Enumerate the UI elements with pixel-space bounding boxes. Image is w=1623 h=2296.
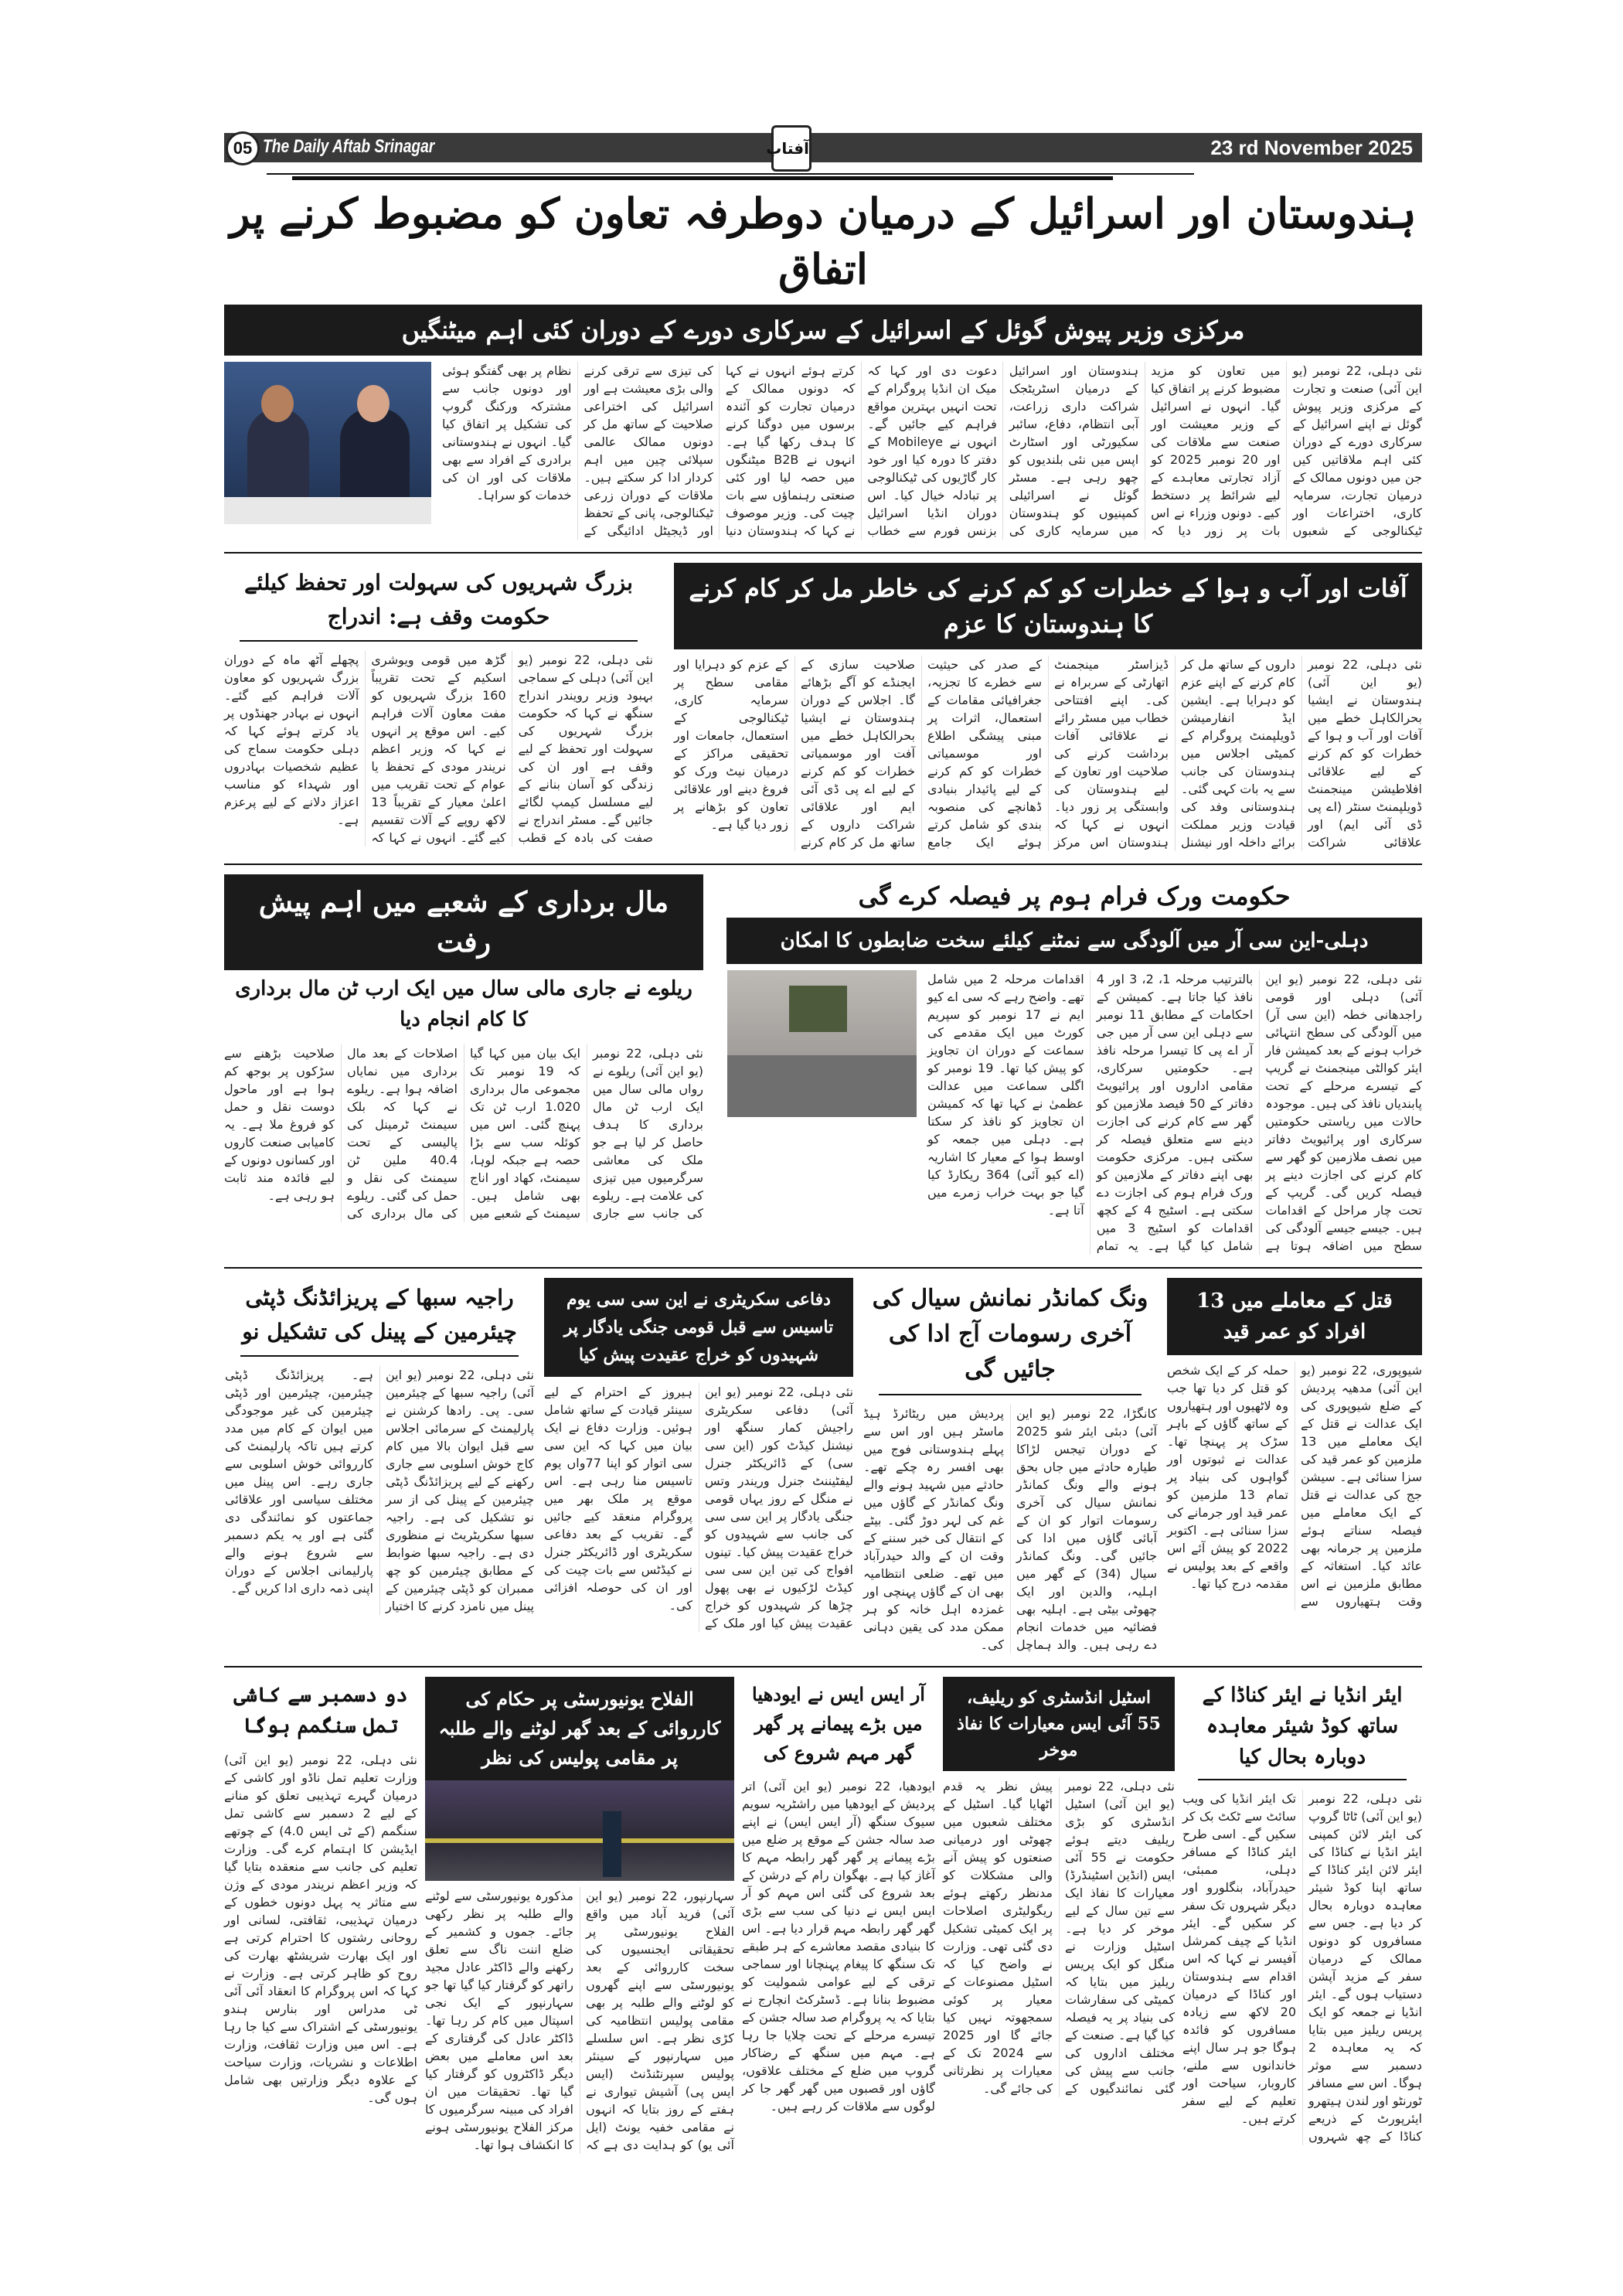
- defence-article: [544, 1278, 853, 1632]
- wfh-body: نئی دہلی، 22 نومبر (یو این آئی) دہلی اور قومی راجدھانی خطہ (این سی آر) میں آلودگی کی سطح انتہائی خراب ہونے کے بعد کمیشن فار ایئر کوالٹی مینجمنٹ نے گریپ کے تیسرے مرحلے کے تحت پابندیاں نافذ کی ہیں۔ موجودہ حالات میں ریاستی حکومتیں سرکاری اور پرائیویٹ دفاتر میں نصف ملازمین کو گھر سے کام کرنے کی اجازت دینے پر فیصلہ کریں گی۔ گریپ کے تحت چار مراحل کے اقدامات ہیں۔ جیسے جیسے آلودگی کی سطح میں اضافہ ہوتا ہے بالترتیب مرحلہ 1، 2، 3 اور 4 نافذ کیا جاتا ہے۔ کمیشن کے احکامات کے مطابق 11 نومبر سے دہلی این سی آر میں جی آر اے پی کا تیسرا مرحلہ نافذ ہے۔ حکومتیں سرکاری، مقامی اداروں اور پرائیویٹ دفاتر کے 50 فیصد ملازمین کو گھر سے کام کرنے کی اجازت دینے سے متعلق فیصلہ کر سکتی ہیں۔ مرکزی حکومت بھی اپنے دفاتر کے ملازمین کو ورک فرام ہوم کی اجازت دے سکتی ہے۔ اسٹیج 4 کے کچھ اقدامات کو اسٹیج 3 میں شامل کیا گیا ہے۔ یہ تمام اقدامات مرحلہ 2 میں شامل تھے۔ واضح رہے کہ سی اے کیو ایم نے 17 نومبر کو سپریم کورٹ میں ایک مقدمے کی سماعت کے دوران ان تجاویز کو پیش کیا تھا۔ 19 نومبر کو اگلی سماعت میں عدالت عظمیٰ نے کہا تھا کہ کمیشن ان تجاویز کو نافذ کر سکتا ہے۔ دہلی میں جمعہ کو اوسط ہوا کے معیار کا اشاریہ (اے کیو آئی) 364 ریکارڈ کیا گیا جو بہت خراب زمرے میں آتا ہے۔: [927, 972, 1422, 1253]
- defence-headline: دفاعی سکریٹری نے این سی سی یوم تاسیس سے قبل قومی جنگی یادگار پر شہیدوں کو خراج عقیدت پیش کیا: [544, 1278, 853, 1377]
- steel-headline: اسٹیل انڈسٹری کو ریلیف، 55 آئی ایس معیارات کا نفاذ موخر: [943, 1677, 1175, 1771]
- row-wfh-freight: [224, 864, 1422, 1255]
- rajya-sabha-body: نئی دہلی، 22 نومبر (یو این آئی) راجیہ سبھا کے چیئرمین سی۔ پی۔ رادھا کرشنن نے پارلیمنٹ کے سرمائی اجلاس سے قبل ایوان بالا میں کام کاج خوش اسلوبی سے جاری رکھنے کے لیے پریزائڈنگ ڈپٹی چیئرمین کے پینل کی از سر نو تشکیل کی ہے۔ راجیہ سبھا سکریٹریٹ نے منظوری دی ہے۔ راجیہ سبھا ضوابط کے مطابق چیئرمین کو چھ ممبران کو ڈپٹی چیئرمین کے پینل میں نامزد کرنے کا اختیار ہے۔ پریزائڈنگ ڈپٹی چیئرمین، چیئرمین اور ڈپٹی چیئرمین کی غیر موجودگی میں ایوان کے کام میں مدد کرتے ہیں تاکہ پارلیمنٹ کی کارروائی خوش اسلوبی سے جاری رہے۔ اس پینل میں مختلف سیاسی اور علاقائی جماعتوں کو نمائندگی دی گئی ہے اور یہ یکم دسمبر سے شروع ہونے والے پارلیمانی اجلاس کے دوران اپنی ذمہ داری ادا کریں گے۔: [225, 1368, 534, 1613]
- alfalah-body: سہارنپور، 22 نومبر (یو این آئی) فرید آباد میں واقع الفلاح یونیورسٹی پر تحقیقاتی ایجنسیوں کی سخت کارروائی کے بعد یونیورسٹی سے اپنے گھروں کو لوٹنے والے طلبہ پر بھی مقامی پولیس انتظامیہ کی کڑی نظر ہے۔ اس سلسلے میں سہارنپور کے سینئر پولیس سپرنٹنڈنٹ (ایس ایس پی) آشیش تیواری نے ہفتے کے روز بتایا کہ انہوں نے مقامی خفیہ یونٹ (ایل آئی یو) کو ہدایت دی ہے کہ مذکورہ یونیورسٹی سے لوٹنے والے طلبہ پر نظر رکھی جائے۔ جموں و کشمیر کے ضلع اننت ناگ سے تعلق رکھنے والے ڈاکٹر عادل مجید راتھر کو گرفتار کیا گیا تھا جو سہارنپور کے ایک نجی اسپتال میں کام کر رہا تھا۔ ڈاکٹر عادل کی گرفتاری کے بعد اس معاملے میں بعض دیگر ڈاکٹروں کو گرفتار کیا گیا تھا۔ تحقیقات میں ان افراد کی مبینہ سرگرمیوں کا مرکز الفلاح یونیورسٹی ہونے کا انکشاف ہوا تھا۔: [425, 1889, 734, 2152]
- kashi-body: نئی دہلی، 22 نومبر (یو این آئی) وزارت تعلیم تمل ناڈو اور کاشی کے درمیان گہرے تہذیبی تعلق کو منانے کے لیے 2 دسمبر سے کاشی تمل سنگمم (کے ٹی ایس 4.0) کے چوتھے ایڈیشن کا اہتمام کرے گی۔ وزارت تعلیم کی جانب سے منعقدہ بتایا گیا کہ وزیر اعظم نریندر مودی کے وژن سے متاثر یہ پہل دونوں خطوں کے درمیان تہذیبی، ثقافتی، لسانی اور روحانی رشتوں کا احترام کرتی ہے اور ایک بھارت شریشٹھ بھارت کی روح کو ظاہر کرتی ہے۔ وزارت نے کہا کہ اس پروگرام کا انعقاد آئی آئی ٹی مدراس اور بنارس ہندو یونیورسٹی کے اشتراک سے کیا جا رہا ہے۔ اس میں وزارت ثقافت، وزارت اطلاعات و نشریات، وزارت سیاحت کے علاوہ دیگر وزارتیں بھی شامل ہوں گی۔: [224, 1753, 417, 2105]
- photo-table: [224, 497, 431, 524]
- page-content: [224, 186, 1422, 2154]
- divider: [292, 176, 1113, 180]
- row-bottom: [224, 1666, 1422, 2154]
- defence-body: نئی دہلی، 22 نومبر (یو این آئی) دفاعی سکریٹری راجیش کمار سنگھ اور نیشنل کیڈٹ کور (این سی سی) کے ڈائریکٹر جنرل لیفٹیننٹ جنرل وریندر وتس نے منگل کے روز یہاں قومی جنگی یادگار پر این سی سی کی جانب سے شہیدوں کو خراج عقیدت پیش کیا۔ تینوں افواج کی تین این سی سی کیڈٹ لڑکیوں نے بھی پھول چڑھا کر شہیدوں کو خراج عقیدت پیش کیا اور ملک کے ہیروز کے احترام کے لیے سینئر قیادت کے ساتھ شامل ہوئیں۔ وزارت دفاع نے ایک بیان میں کہا کہ این سی سی اتوار کو اپنا 77واں یوم تاسیس منا رہی ہے۔ اس موقع پر ملک بھر میں پروگرام منعقد کیے جائیں گے۔ تقریب کے بعد دفاعی سکریٹری اور ڈائریکٹر جنرل نے کیڈٹس سے بات چیت کی اور ان کی حوصلہ افزائی کی۔: [544, 1385, 853, 1630]
- photo-road: [727, 1055, 917, 1117]
- wfh-subhead: دہلی-این سی آر میں آلودگی سے نمٹنے کیلئے سخت ضابطوں کا امکان: [726, 918, 1422, 964]
- air-india-body: نئی دہلی، 22 نومبر (یو این آئی) ٹاٹا گروپ کی ایئر لائن کمپنی ایئر انڈیا نے کناڈا کی ایئر لائن ایئر کناڈا کے ساتھ اپنا کوڈ شیئر معاہدہ دوبارہ بحال کر دیا ہے۔ جس سے مسافروں کو دونوں ممالک کے درمیان سفر کے مزید آپشن دستیاب ہوں گے۔ ایئر انڈیا نے جمعہ کو ایک پریس ریلیز میں بتایا کہ یہ معاہدہ 2 دسمبر سے موثر ہوگا۔ اس سے مسافر ٹورنٹو اور لندن ہیتھرو ایئرپورٹ کے ذریعے کناڈا کے چھ شہروں تک ایئر انڈیا کی ویب سائٹ سے ٹکٹ بک کر سکیں گے۔ اسی طرح ایئر کناڈا کے مسافر دہلی، ممبئی، حیدرآباد، بنگلورو اور دیگر شہروں تک سفر کر سکیں گے۔ ایئر انڈیا کے چیف کمرشل آفیسر نے کہا کہ اس اقدام سے ہندوستان اور کناڈا کے درمیان 20 لاکھ سے زیادہ مسافروں کو فائدہ ہوگا جو ہر سال اپنے خاندانوں سے ملنے، کاروبار، سیاحت اور تعلیم کے لیے سفر کرتے ہیں۔: [1182, 1791, 1423, 2144]
- divider: [240, 1355, 519, 1357]
- murder-body: شیوپوری، 22 نومبر (یو این آئی) مدھیہ پردیش کے ضلع شیوپوری کی ایک عدالت نے قتل کے ایک معاملے میں 13 ملزمین کو عمر قید کی سزا سنائی ہے۔ سیشن جج کی عدالت نے قتل کے ایک معاملے میں فیصلہ سناتے ہوئے ملزمین پر جرمانہ بھی عائد کیا۔ استغاثہ کے مطابق ملزمین نے اس وقت ہتھیاروں سے حملہ کر کے ایک شخص کو قتل کر دیا تھا جب وہ لاٹھیوں اور ہتھیاروں کے ساتھ گاؤں کے باہر سڑک پر پہنچا تھا۔ عدالت نے ثبوتوں اور گواہوں کی بنیاد پر تمام 13 ملزمین کو عمر قید اور جرمانے کی سزا سنائی ہے۔ اکتوبر 2022 کو پیش آئے اس واقعے کے بعد پولیس نے مقدمہ درج کیا تھا۔: [1167, 1363, 1423, 1609]
- israel-photo: [224, 362, 431, 524]
- pollution-photo: [727, 970, 917, 1117]
- alfalah-photo: [425, 1780, 734, 1881]
- freight-body: نئی دہلی، 22 نومبر (یو این آئی) ریلوے نے رواں مالی سال میں ایک ارب ٹن مال برداری کا ہدف حاصل کر لیا ہے جو ملک کی معاشی سرگرمیوں میں تیزی کی علامت ہے۔ ریلوے کی جانب سے جاری ایک بیان میں کہا گیا کہ 19 نومبر تک مجموعی مال برداری 1.020 ارب ٹن تک پہنچ گئی۔ اس میں کوئلہ سب سے بڑا حصہ ہے جبکہ لوہا، سیمنٹ، کھاد اور اناج بھی شامل ہیں۔ سیمنٹ کے شعبے میں اصلاحات کے بعد مال برداری میں نمایاں اضافہ ہوا ہے۔ ریلوے نے کہا کہ بلک سیمنٹ ٹرمینل کی پالیسی کے تحت 40.4 ملین ٹن سیمنٹ کی نقل و حمل کی گئی۔ ریلوے کی مال برداری کی صلاحیت بڑھنے سے سڑکوں پر بوجھ کم ہوا ہے اور ماحول دوست نقل و حمل کو فروغ ملا ہے۔ یہ کامیابی صنعت کاروں اور کسانوں دونوں کے لیے فائدہ مند ثابت ہو رہی ہے۔: [224, 1046, 703, 1221]
- disaster-headline: آفات اور آب و ہوا کے خطرات کو کم کرنے کی خاطر مل کر کام کرنے کا ہندوستان کا عزم: [674, 563, 1422, 649]
- photo-face-right: [357, 385, 390, 422]
- page-number: 05: [226, 131, 260, 165]
- senior-citizens-body: نئی دہلی، 22 نومبر (یو این آئی) دہلی کے سماجی بہبود وزیر رویندر اندراج سنگھ نے کہا کہ حکومت بزرگ شہریوں کی سہولت اور تحفظ کے لیے وقف ہے اور ان کی زندگی کو آسان بنانے کے لیے مسلسل کیمپ لگائے جائیں گے۔ مسٹر اندراج نے صفت کی بادہ کے قطب گڑھ میں قومی ویوشری اسکیم کے تحت تقریباً 160 بزرگ شہریوں کو مفت معاون آلات فراہم کیے۔ اس موقع پر انہوں نے کہا کہ وزیر اعظم نریندر مودی کے تحفظ یا عوام کے تحت تقریب میں اعلیٰ معیار کے تقریباً 13 لاکھ روپے کے آلات تقسیم کیے گئے۔ انہوں نے کہا کہ پچھلے آٹھ ماہ کے دوران بزرگ شہریوں کو معاون آلات فراہم کیے گئے۔ انہوں نے بہادر جھنڈوں پر یاد کرتے ہوئے کہا کہ دہلی حکومت سماج کی عظیم شخصیات بہادروں اور شہداء کو مناسب اعزاز دلانے کے لیے پرعزم ہے۔: [224, 652, 653, 845]
- row-disaster-senior: [224, 552, 1422, 851]
- rss-headline: آر ایس ایس نے ایودھیا میں بڑے پیمانے پر گھر گھر مہم شروع کی: [752, 1683, 925, 1764]
- senior-citizens-article: [224, 563, 653, 847]
- wing-commander-article: [863, 1278, 1157, 1654]
- rss-article: [742, 1677, 935, 2115]
- wing-commander-headline: ونگ کمانڈر نمانش سیال کی آخری رسومات آج ادا کی جائیں گی: [872, 1285, 1148, 1383]
- senior-citizens-headline: بزرگ شہریوں کی سہولت اور تحفظ کیلئے حکومت وقف ہے: اندراج: [244, 570, 633, 629]
- freight-article: [224, 874, 703, 1222]
- israel-story: [224, 356, 1422, 540]
- disaster-body: نئی دہلی، 22 نومبر (یو این آئی) ہندوستان نے ایشیا بحرالکاہل خطے میں آفات اور آب و ہوا کے خطرات کو کم کرنے کے لیے علاقائی افلاطیشن مینجمنٹ ڈویلپمنٹ سنٹر (اے پی ڈی آئی ایم) اور علاقائی شراکت داروں کے ساتھ مل کر کام کرنے کے اپنے عزم کو دہرایا ہے۔ ایشین ایڈ انفارمیشن ڈویلپمنٹ پروگرام کے کمیٹی اجلاس میں ہندوستان کی جانب سے یہ بات کہی گئی۔ ہندوستانی وفد کی قیادت وزیر مملکت برائے داخلہ اور نیشنل ڈیزاسٹر مینجمنٹ اتھارٹی کے سربراہ نے کی۔ اپنے افتتاحی خطاب میں مسٹر رائے نے علاقائی آفات برداشت کرنے کی صلاحیت اور تعاون کے لیے ہندوستان کی وابستگی پر زور دیا۔ انہوں نے کہا کہ ہندوستان اس مرکز کے صدر کی حیثیت سے خطرے کا تجزیہ، جغرافیائی مقامات کے استعمال، اثرات پر مبنی پیشگی اطلاع اور موسمیاتی خطرات کو کم کرنے کے لیے پائیدار بنیادی ڈھانچے کی منصوبہ بندی کو شامل کرتے ہوئے ایک جامع صلاحیت سازی کے ایجنڈے کو آگے بڑھائے گا۔ اجلاس کے دوران ہندوستان نے ایشیا بحرالکاہل خطے میں آفت اور موسمیاتی خطرات کو کم کرنے کے لیے اے پی ڈی آئی ایم اور علاقائی شراکت داروں کے ساتھ مل کر کام کرنے کے عزم کو دہرایا اور مقامی سطح پر سرمایہ کاری، ٹیکنالوجی کے استعمال، جامعات اور تحقیقی مراکز کے درمیان نیٹ ورک کو فروغ دینے اور علاقائی تعاون کو بڑھانے پر زور دیا گیا ہے۔: [674, 657, 1422, 850]
- photo-person: [603, 1811, 621, 1877]
- air-india-headline: ایئر انڈیا نے ایئر کناڈا کے ساتھ کوڈ شیئر معاہدہ دوبارہ بحال کیا: [1202, 1684, 1403, 1769]
- air-india-article: [1182, 1677, 1422, 2145]
- murder-headline: قتل کے معاملے میں 13 افراد کو عمر قید: [1167, 1278, 1422, 1355]
- freight-headline: مال برداری کے شعبے میں اہم پیش رفت: [224, 874, 703, 970]
- israel-body: نئی دہلی، 22 نومبر (یو این آئی) صنعت و تجارت کے مرکزی وزیر پیوش گوئل نے اپنے اسرائیل کے سرکاری دورے کے دوران کئی اہم ملاقاتیں کیں جن میں دونوں ممالک کے درمیان تجارت، سرمایہ کاری، اختراعات اور ٹیکنالوجی کے شعبوں میں تعاون کو مزید مضبوط کرنے پر اتفاق کیا گیا۔ انہوں نے اسرائیل کے وزیر معیشت اور صنعت سے ملاقات کی اور 20 نومبر 2025 کو آزاد تجارتی معاہدے کے لیے شرائط پر دستخط کیے۔ دونوں وزراء نے اس بات پر زور دیا کہ ہندوستان اور اسرائیل کے درمیان اسٹریٹجک شراکت داری زراعت، آبی انتظام، دفاع، سائبر سکیورٹی اور اسٹارٹ اپس میں نئی بلندیوں کو چھو رہی ہے۔ مسٹر گوئل نے اسرائیلی کمپنیوں کو ہندوستان میں سرمایہ کاری کی دعوت دی اور کہا کہ میک ان انڈیا پروگرام کے تحت انہیں بہترین مواقع فراہم کیے جائیں گے۔ انہوں نے Mobileye کے دفتر کا دورہ کیا اور خود کار گاڑیوں کی ٹیکنالوجی پر تبادلہ خیال کیا۔ اس دوران انڈیا اسرائیل بزنس فورم سے خطاب کرتے ہوئے انہوں نے کہا کہ دونوں ممالک کے درمیان تجارت کو آئندہ برسوں میں دوگنا کرنے کا ہدف رکھا گیا ہے۔ انہوں نے B2B میٹنگوں میں حصہ لیا اور کئی صنعتی رہنماؤں سے بات چیت کی۔ وزیر موصوف نے کہا کہ ہندوستان دنیا کی تیزی سے ترقی کرنے والی بڑی معیشت ہے اور اسرائیل کی اختراعی صلاحیت کے ساتھ مل کر دونوں ممالک عالمی سپلائی چین میں اہم کردار ادا کر سکتے ہیں۔ ملاقات کے دوران زرعی ٹیکنالوجی، پانی کے تحفظ اور ڈیجیٹل ادائیگی کے نظام پر بھی گفتگو ہوئی اور دونوں جانب سے مشترکہ ورکنگ گروپ کی تشکیل پر اتفاق کیا گیا۔ انہوں نے ہندوستانی برادری کے افراد سے بھی ملاقات کی اور ان کی خدمات کو سراہا۔: [442, 363, 1422, 538]
- row-murder-wing-defence-rajya: [224, 1267, 1422, 1654]
- disaster-article: [674, 563, 1422, 851]
- alfalah-headline: الفلاح یونیورسٹی پر حکام کی کارروائی کے بعد گھر لوٹنے والے طلبہ پر مقامی پولیس کی نظر: [425, 1677, 734, 1780]
- main-headline: ہندوستان اور اسرائیل کے درمیان دوطرفہ تعاون کو مضبوط کرنے پر اتفاق: [230, 189, 1417, 294]
- paper-name: The Daily Aftab Srinagar: [263, 136, 435, 157]
- israel-subhead: مرکزی وزیر پیوش گوئل کے اسرائیل کے سرکاری دورے کے دوران کئی اہم میٹنگیں: [224, 305, 1422, 356]
- divider: [1198, 1779, 1407, 1780]
- rajya-sabha-article: [225, 1278, 534, 1615]
- steel-body: نئی دہلی، 22 نومبر (یو این آئی) اسٹیل انڈسٹری کو بڑی ریلیف دیتے ہوئے حکومت نے 55 آئی ایس (انڈین اسٹینڈرڈ) معیارات کا نفاذ ایک سے تین سال کے لیے موخر کر دیا ہے۔ اسٹیل وزارت نے منگل کو ایک پریس ریلیز میں بتایا کہ کمیٹی کی سفارشات کی بنیاد پر یہ فیصلہ کیا گیا ہے۔ صنعت کے مختلف اداروں کی جانب سے پیش کی گئی نمائندگیوں کے پیش نظر یہ قدم اٹھایا گیا۔ اسٹیل کے مختلف شعبوں میں چھوٹی اور درمیانی صنعتوں کو پیش آنے والی مشکلات کو مدنظر رکھتے ہوئے ریگولیٹری اصلاحات پر ایک کمیٹی تشکیل دی گئی تھی۔ وزارت نے واضح کیا کہ اسٹیل مصنوعات کے معیار پر کوئی سمجھوتہ نہیں کیا جائے گا اور 2025 سے 2024 تک کے معیارات پر نظرثانی کی جائے گی۔: [943, 1779, 1175, 2096]
- alfalah-article: [425, 1677, 734, 2154]
- divider: [879, 1394, 1142, 1395]
- photo-truck: [789, 986, 847, 1032]
- photo-face-left: [261, 385, 294, 422]
- wfh-headline: حکومت ورک فرام ہوم پر فیصلہ کرے گی: [858, 881, 1291, 911]
- wing-commander-body: کانگڑا، 22 نومبر (یو این آئی) دبئی ایئر شو 2025 کے دوران تیجس لڑاکا طیارہ حادثے میں جاں بحق ہونے والے ونگ کمانڈر نمانش سیال کی آخری رسومات اتوار کو ان کے آبائی گاؤں میں ادا کی جائیں گی۔ ونگ کمانڈر سیال (34) کے گھر میں اہلیہ، والدین اور ایک چھوٹی بیٹی ہے۔ اہلیہ بھی فضائیہ میں خدمات انجام دے رہی ہیں۔ والد ہماچل پردیش میں ریٹائرڈ ہیڈ ماسٹر ہیں اور اس سے پہلے ہندوستانی فوج میں بھی افسر رہ چکے تھے۔ حادثے میں شہید ہونے والے ونگ کمانڈر کے گاؤں میں غم کی لہر دوڑ گئی۔ بیٹے کے انتقال کی خبر سننے کے وقت ان کے والد حیدرآباد میں تھے۔ ضلعی انتظامیہ بھی ان کے گاؤں پہنچی اور غمزدہ اہل خانہ کو ہر ممکن مدد کی یقین دہانی کی۔: [863, 1406, 1157, 1652]
- steel-article: [943, 1677, 1175, 2097]
- issue-date: 23 rd November 2025: [1210, 136, 1413, 159]
- divider: [240, 640, 638, 642]
- photo-barricade-tape: [425, 1838, 734, 1843]
- rss-body: ایودھیا، 22 نومبر (یو این آئی) اتر پردیش کے ایودھیا میں راشٹریہ سویم سیوک سنگھ (آر ایس ایس) نے اپنے صد سالہ جشن کے موقع پر ضلع میں بڑے پیمانے پر گھر گھر رابطہ مہم کا آغاز کیا ہے۔ بھگوان رام کے درشن کے بعد شروع کی گئی اس مہم کو آر ایس ایس نے دنیا کی سب سے بڑی گھر گھر رابطہ مہم قرار دیا ہے۔ اس کا بنیادی مقصد معاشرے کے ہر طبقے تک سنگھ کا پیغام پہنچانا اور سماجی ترقی کے لیے عوامی شمولیت کو مضبوط بنانا ہے۔ ڈسٹرکٹ انچارج نے بتایا کہ یہ پروگرام صد سالہ جشن کے تیسرے مرحلے کے تحت چلایا جا رہا ہے۔ مہم میں سنگھ کے رضاکار گروپ میں ضلع کے مختلف علاقوں، گاؤں اور قصبوں میں گھر گھر جا کر لوگوں سے ملاقات کر رہے ہیں۔: [742, 1779, 935, 2114]
- paper-logo: آفتاب: [771, 125, 812, 172]
- rajya-sabha-headline: راجیہ سبھا کے پریزائڈنگ ڈپٹی چیئرمین کے پینل کی تشکیل نو: [242, 1285, 517, 1344]
- divider: [267, 173, 1194, 175]
- wfh-content: [726, 964, 1422, 1255]
- kashi-article: [224, 1677, 417, 2107]
- kashi-headline: دو دسمبر سے کاشی تمل سنگمم ہوگا: [233, 1684, 408, 1738]
- freight-subhead: ریلوے نے جاری مالی سال میں ایک ارب ٹن مال برداری کا کام انجام دیا: [235, 977, 692, 1031]
- wfh-article: [726, 874, 1422, 1255]
- murder-article: [1167, 1278, 1422, 1610]
